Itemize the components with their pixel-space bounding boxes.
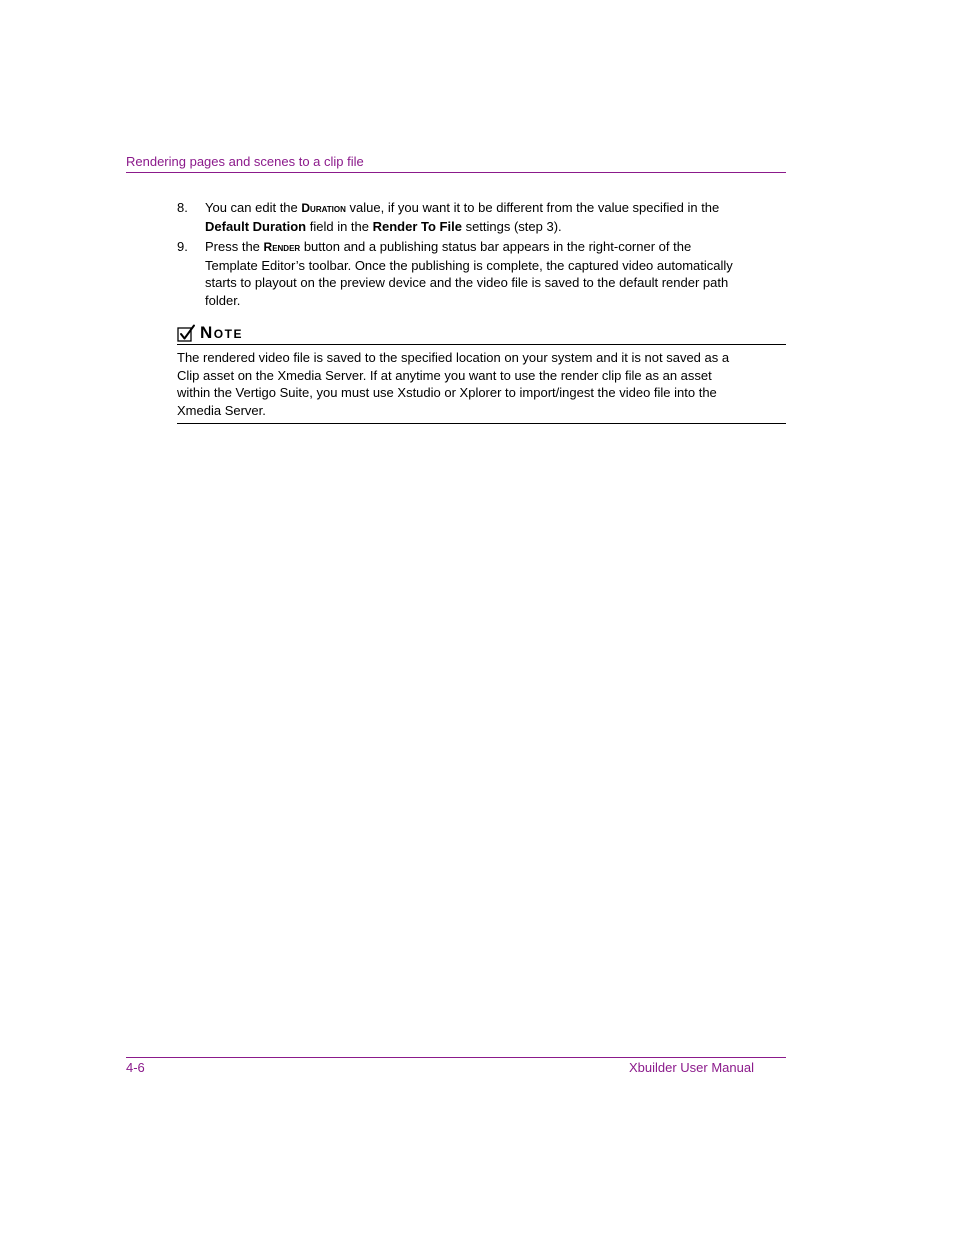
list-item <box>177 199 737 235</box>
step-number: 8. <box>177 200 188 215</box>
step-text <box>205 199 737 235</box>
step-text-run: settings (step 3). <box>461 218 562 234</box>
checkbox-check-icon <box>177 324 196 343</box>
step-text <box>205 238 737 309</box>
footer-divider <box>126 1057 786 1058</box>
ui-term-render: Render <box>263 240 301 254</box>
step-text-run: field in the <box>306 218 373 234</box>
page-number: 4-6 <box>126 1060 145 1075</box>
note-bottom-divider <box>177 423 786 424</box>
list-item <box>177 238 737 309</box>
section-title: Rendering pages and scenes to a clip file <box>126 154 364 169</box>
step-text-run: Press the <box>205 239 264 254</box>
step-text-run: button and a publishing status bar appears in the right-corner of the Template Editor’s toolbar. Once the publishing is complete, the captured video automatically starts to playout on the preview device and the video file is saved to the default render path folder. <box>205 239 733 308</box>
step-number: 9. <box>177 239 188 254</box>
note-top-divider <box>177 344 786 345</box>
note-heading <box>177 322 243 344</box>
header-divider <box>126 172 786 173</box>
step-text-run: You can edit the <box>205 200 302 215</box>
step-text-run: value, if you want it to be different from the value specified in the <box>345 200 720 215</box>
ui-term-duration: Duration <box>301 201 346 215</box>
note-body: The rendered video file is saved to the specified location on your system and it is not saved as a Clip asset on the Xmedia Server. If at anytime you want to use the render clip file as an asset within the Vertigo Suite, you must use Xstudio or Xplorer to import/ingest the video file into the Xmedia Server. <box>177 350 730 418</box>
note-label: Note <box>200 323 243 342</box>
settings-name-render-to-file: Render To File <box>372 218 462 234</box>
manual-title: Xbuilder User Manual <box>628 1060 754 1075</box>
field-name-default-duration: Default Duration <box>205 218 307 234</box>
steps-list <box>177 199 737 312</box>
